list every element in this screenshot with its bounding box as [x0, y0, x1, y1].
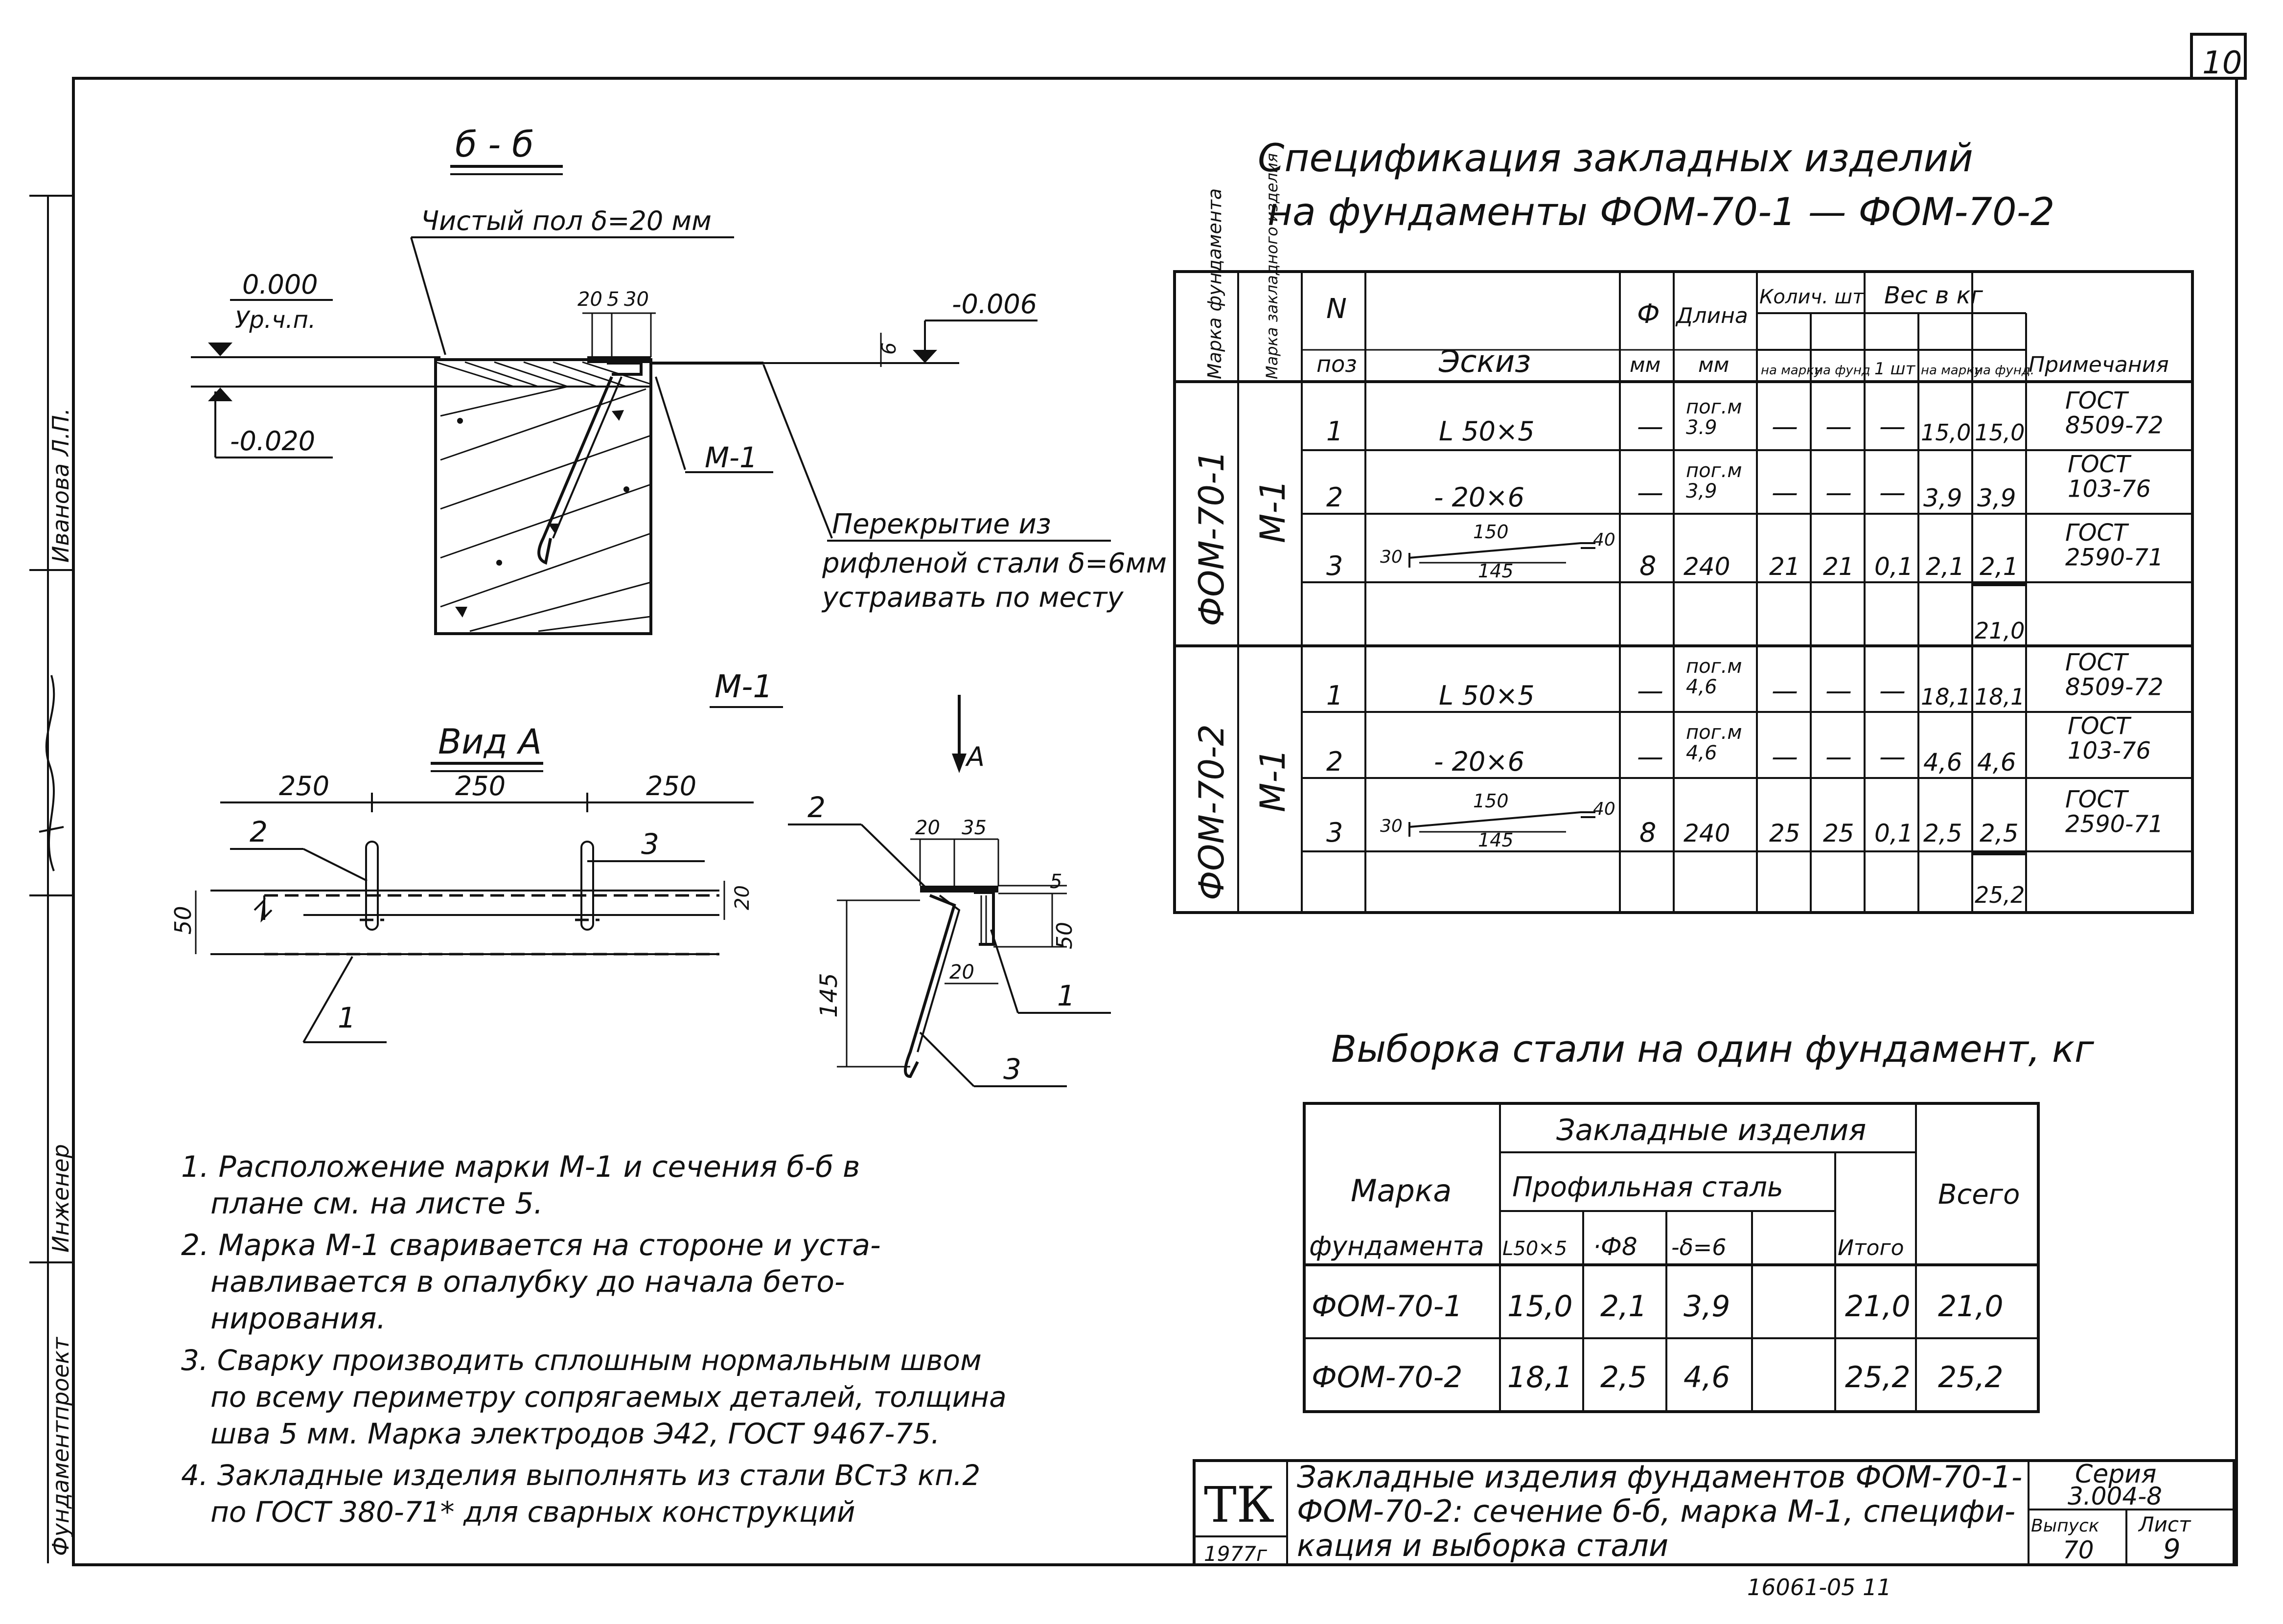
note-line: по всему периметру сопрягаемых деталей, толщина	[210, 1380, 1007, 1414]
view-a-pos-3: 3	[641, 827, 659, 861]
table-cell: ГОСТ 2590-71	[2065, 786, 2164, 838]
level-marker-bottom	[208, 388, 232, 401]
rod-label-bottom: 145	[1478, 829, 1514, 851]
table-cell: 2	[1326, 746, 1343, 777]
note-line: шва 5 мм. Марка электродов Э42, ГОСТ 9467-75.	[210, 1417, 940, 1450]
spec-title-2: на фундаменты ФОМ-70-1 — ФОМ-70-2	[1268, 190, 2055, 234]
view-a-dim-20: 20	[731, 885, 754, 910]
stamp-series-label: Серия	[2075, 1460, 2157, 1489]
group2-izd: М-1	[1253, 748, 1293, 812]
steel-h-d6: -δ=6	[1671, 1234, 1727, 1260]
table-cell: —	[1637, 477, 1663, 508]
table-cell: пог.м 4,6	[1686, 721, 1742, 764]
group2-fund: ФОМ-70-2	[1192, 724, 1232, 900]
table-cell: L 50×5	[1439, 680, 1535, 711]
m1-dim-5: 5	[1050, 870, 1062, 893]
hdr-one-pc: 1 шт	[1874, 359, 1915, 379]
level-ref: Ур.ч.п.	[235, 306, 316, 334]
hdr-n: N	[1326, 293, 1347, 325]
table-cell: 21,0	[1975, 618, 2025, 644]
table-cell: 2,1	[1600, 1289, 1647, 1324]
table-cell: —	[1825, 477, 1852, 508]
table-cell: ГОСТ 8509-72	[2065, 649, 2164, 701]
m1-callout: М-1	[705, 441, 758, 474]
view-a-arrow-label: А	[967, 741, 985, 772]
table-cell: —	[1879, 411, 1906, 442]
m1-detail-title: М-1	[715, 669, 773, 705]
stamp-issue-label: Выпуск	[2031, 1516, 2099, 1536]
overlay-note-2: рифленой стали δ=6мм	[822, 548, 1167, 579]
view-a-arrow	[952, 754, 967, 773]
table-cell: 21	[1769, 552, 1800, 581]
steel-h-izd: Закладные изделия	[1556, 1113, 1867, 1147]
table-cell: —	[1637, 675, 1663, 706]
table-cell: 4,6	[1977, 748, 2016, 777]
section-bb-title: б - б	[455, 124, 534, 165]
table-cell: 18,1	[1507, 1360, 1573, 1395]
hdr-per-mark: на марку	[1761, 363, 1822, 378]
margin-org: Фундаментпроект	[47, 1337, 74, 1556]
margin-name: Иванова Л.П.	[47, 408, 74, 563]
stamp-sheet: 9	[2163, 1533, 2181, 1565]
hdr-weight: Вес в кг	[1884, 282, 1983, 309]
table-cell: 25,2	[1845, 1360, 1911, 1395]
steel-h-vsego: Всего	[1938, 1179, 2020, 1211]
bottom-code: 16061-05 11	[1747, 1574, 1891, 1601]
table-cell: —	[1772, 411, 1798, 442]
stamp-logo: ТК	[1204, 1476, 1275, 1533]
note-line: 4. Закладные изделия выполнять из стали ВСт3 кп.2	[181, 1459, 981, 1492]
table-cell: 8	[1639, 817, 1657, 848]
steel-row-1	[1312, 1289, 2004, 1324]
m1-dim-50: 50	[1052, 922, 1077, 949]
m1-pos-1: 1	[1057, 979, 1075, 1012]
rod-label-right: 40	[1593, 530, 1615, 550]
table-cell: 21,0	[1845, 1289, 1911, 1324]
view-a-dim-50: 50	[170, 906, 196, 935]
m1-dim-145: 145	[815, 973, 843, 1018]
steel-h-itogo: Итого	[1838, 1235, 1904, 1260]
level-marker-right	[913, 350, 937, 363]
overlay-note-1: Перекрытие из	[832, 508, 1051, 540]
table-cell: ГОСТ 2590-71	[2065, 519, 2164, 572]
table-cell: 3	[1326, 550, 1343, 581]
table-cell: ГОСТ 8509-72	[2065, 387, 2164, 439]
note-line: навливается в опалубку до начала бето-	[210, 1265, 845, 1299]
rod-label-top: 150	[1473, 790, 1509, 812]
hdr-poz: поз	[1316, 351, 1357, 377]
rod-label-bottom: 145	[1478, 560, 1514, 582]
stamp-line-2: ФОМ-70-2: сечение б-б, марка М-1, специфи-	[1297, 1493, 2016, 1529]
table-cell: 2,1	[1980, 552, 2019, 581]
note-line: 3. Сварку производить сплошным нормальным швом	[181, 1344, 982, 1377]
margin-role: Инженер	[47, 1144, 74, 1253]
table-cell: 0,1	[1874, 819, 1914, 847]
table-cell: 3,9	[1683, 1289, 1730, 1324]
table-cell: —	[1637, 741, 1663, 772]
table-cell: пог.м 3,9	[1686, 459, 1742, 503]
table-cell: 0,1	[1874, 552, 1914, 581]
table-cell: - 20×6	[1434, 482, 1524, 513]
table-cell: 25	[1823, 819, 1854, 847]
stamp-year: 1977г	[1204, 1542, 1267, 1566]
dim-5-bb: 5	[607, 288, 620, 311]
table-cell: 15,0	[1507, 1289, 1573, 1324]
table-cell: 25	[1769, 819, 1800, 847]
table-cell: 21	[1823, 552, 1854, 581]
table-cell: 15,0	[1975, 419, 2025, 446]
hdr-qty: Колич. шт	[1759, 286, 1864, 308]
table-cell: 2,5	[1980, 819, 2019, 847]
table-cell: пог.м 3.9	[1686, 396, 1742, 439]
table-cell: ФОМ-70-1	[1312, 1289, 1463, 1324]
hdr-length: Длина	[1676, 303, 1748, 328]
steel-row-2	[1312, 1360, 2004, 1395]
m1-pos-2: 2	[807, 791, 826, 824]
table-cell: —	[1637, 411, 1663, 442]
rod-label-right: 40	[1593, 799, 1615, 819]
m1-dim-20b: 20	[949, 961, 974, 984]
steel-h-l50: L50×5	[1502, 1237, 1568, 1260]
dim-250-c: 250	[646, 771, 697, 801]
note-line: плане см. на листе 5.	[210, 1187, 543, 1221]
view-a-title: Вид А	[438, 722, 542, 762]
hdr-w-mark: на марку	[1921, 363, 1982, 378]
table-cell: 2,5	[1600, 1360, 1647, 1395]
sheet-number: 10	[2202, 45, 2242, 81]
m1-dim-20: 20	[915, 817, 940, 839]
hdr-phi: Ф	[1637, 298, 1660, 329]
hdr-mm2: мм	[1698, 353, 1730, 377]
margin-signature	[39, 675, 64, 871]
rod-sketch-1	[1380, 521, 1615, 582]
steel-title: Выборка стали на один фундамент, кг	[1331, 1027, 2094, 1071]
stamp-series: 3.004-8	[2068, 1482, 2162, 1510]
floor-label: Чистый пол δ=20 мм	[421, 206, 712, 236]
hdr-marka-fund: Марка фундамента	[1204, 188, 1225, 379]
notes-block	[181, 1150, 1007, 1529]
steel-h-marka1: Марка	[1351, 1173, 1452, 1209]
overlay-note-3: устраивать по месту	[822, 582, 1124, 614]
hdr-mm1: мм	[1630, 353, 1661, 377]
table-cell: —	[1825, 411, 1852, 442]
dim-30-bb: 30	[624, 288, 649, 311]
rod-label-left: 30	[1380, 547, 1403, 567]
table-cell: ФОМ-70-2	[1312, 1360, 1463, 1395]
table-cell: 3,9	[1923, 484, 1962, 512]
spec-title-1: Спецификация закладных изделий	[1258, 137, 1973, 181]
view-a-pos-2: 2	[250, 815, 268, 848]
hdr-marka-izd: Марка закладного изделия	[1263, 153, 1281, 379]
table-cell: 240	[1683, 552, 1730, 581]
table-cell: 21,0	[1938, 1289, 2004, 1324]
table-cell: - 20×6	[1434, 746, 1524, 777]
table-cell: ГОСТ 103-76	[2068, 451, 2151, 503]
table-cell: 3,9	[1977, 484, 2016, 512]
table-cell: —	[1772, 741, 1798, 772]
table-cell: 2,1	[1926, 552, 1965, 581]
note-line: по ГОСТ 380-71* для сварных конструкций	[210, 1495, 855, 1529]
group1-fund: ФОМ-70-1	[1192, 450, 1232, 626]
table-cell: 2,5	[1923, 819, 1962, 847]
table-cell: —	[1879, 741, 1906, 772]
stamp-line-1: Закладные изделия фундаментов ФОМ-70-1-	[1297, 1459, 2023, 1495]
table-cell: 8	[1639, 550, 1657, 581]
table-cell: 2	[1326, 482, 1343, 513]
level-m0020: -0.020	[230, 426, 316, 457]
hdr-w-fund: на фунд.	[1975, 363, 2035, 378]
rod-sketch-2	[1380, 790, 1615, 851]
table-cell: 15,0	[1921, 419, 1971, 446]
m1-dim-35: 35	[962, 817, 987, 839]
table-cell: 18,1	[1921, 684, 1971, 710]
dim-20-bb: 20	[577, 288, 602, 311]
spec-group-1	[1326, 387, 2164, 644]
concrete-block	[436, 360, 651, 634]
table-cell: ГОСТ 103-76	[2068, 712, 2151, 765]
note-line: 1. Расположение марки М-1 и сечения б-б в	[181, 1150, 860, 1184]
level-m0006: -0.006	[952, 289, 1038, 320]
stamp-issue: 70	[2063, 1536, 2094, 1564]
rod-label-top: 150	[1473, 521, 1509, 543]
table-cell: 18,1	[1975, 684, 2025, 710]
note-line: 2. Марка М-1 сваривается на стороне и уста-	[181, 1228, 881, 1262]
stamp-line-3: кация и выборка стали	[1297, 1528, 1669, 1563]
table-cell: —	[1772, 675, 1798, 706]
table-cell: 240	[1683, 819, 1730, 847]
level-0000: 0.000	[242, 269, 318, 300]
stamp-sheet-label: Лист	[2139, 1512, 2191, 1536]
table-cell: —	[1879, 477, 1906, 508]
dim-250-b: 250	[455, 771, 506, 801]
hdr-notes: Примечания	[2029, 352, 2169, 377]
hdr-per-fund: на фунд	[1815, 363, 1870, 378]
table-cell: —	[1879, 675, 1906, 706]
table-cell: 1	[1326, 416, 1343, 447]
table-cell: 4,6	[1923, 748, 1962, 777]
table-cell: —	[1825, 675, 1852, 706]
table-cell: L 50×5	[1439, 416, 1535, 447]
steel-h-prof: Профильная сталь	[1512, 1171, 1783, 1203]
view-a-pos-1: 1	[338, 1001, 356, 1034]
table-cell: 3	[1326, 817, 1343, 848]
rod-label-left: 30	[1380, 816, 1403, 836]
table-cell: —	[1825, 741, 1852, 772]
sheet-frame	[73, 34, 2245, 1565]
table-cell: пог.м 4,6	[1686, 655, 1742, 698]
group1-izd: М-1	[1253, 479, 1293, 543]
steel-h-phi8: ·Ф8	[1593, 1233, 1637, 1261]
m1-pos-3: 3	[1003, 1052, 1021, 1086]
hdr-sketch: Эскиз	[1439, 343, 1531, 379]
note-line: нирования.	[210, 1302, 386, 1336]
table-cell: 1	[1326, 680, 1343, 711]
table-cell: 25,2	[1938, 1360, 2004, 1395]
dim-6-bb: 6	[878, 342, 900, 355]
level-marker-top	[208, 343, 232, 356]
dim-250-a: 250	[279, 771, 330, 801]
steel-h-marka2: фундамента	[1309, 1231, 1484, 1261]
table-cell: —	[1772, 477, 1798, 508]
table-cell: 25,2	[1975, 882, 2025, 908]
table-cell: 4,6	[1683, 1360, 1730, 1395]
